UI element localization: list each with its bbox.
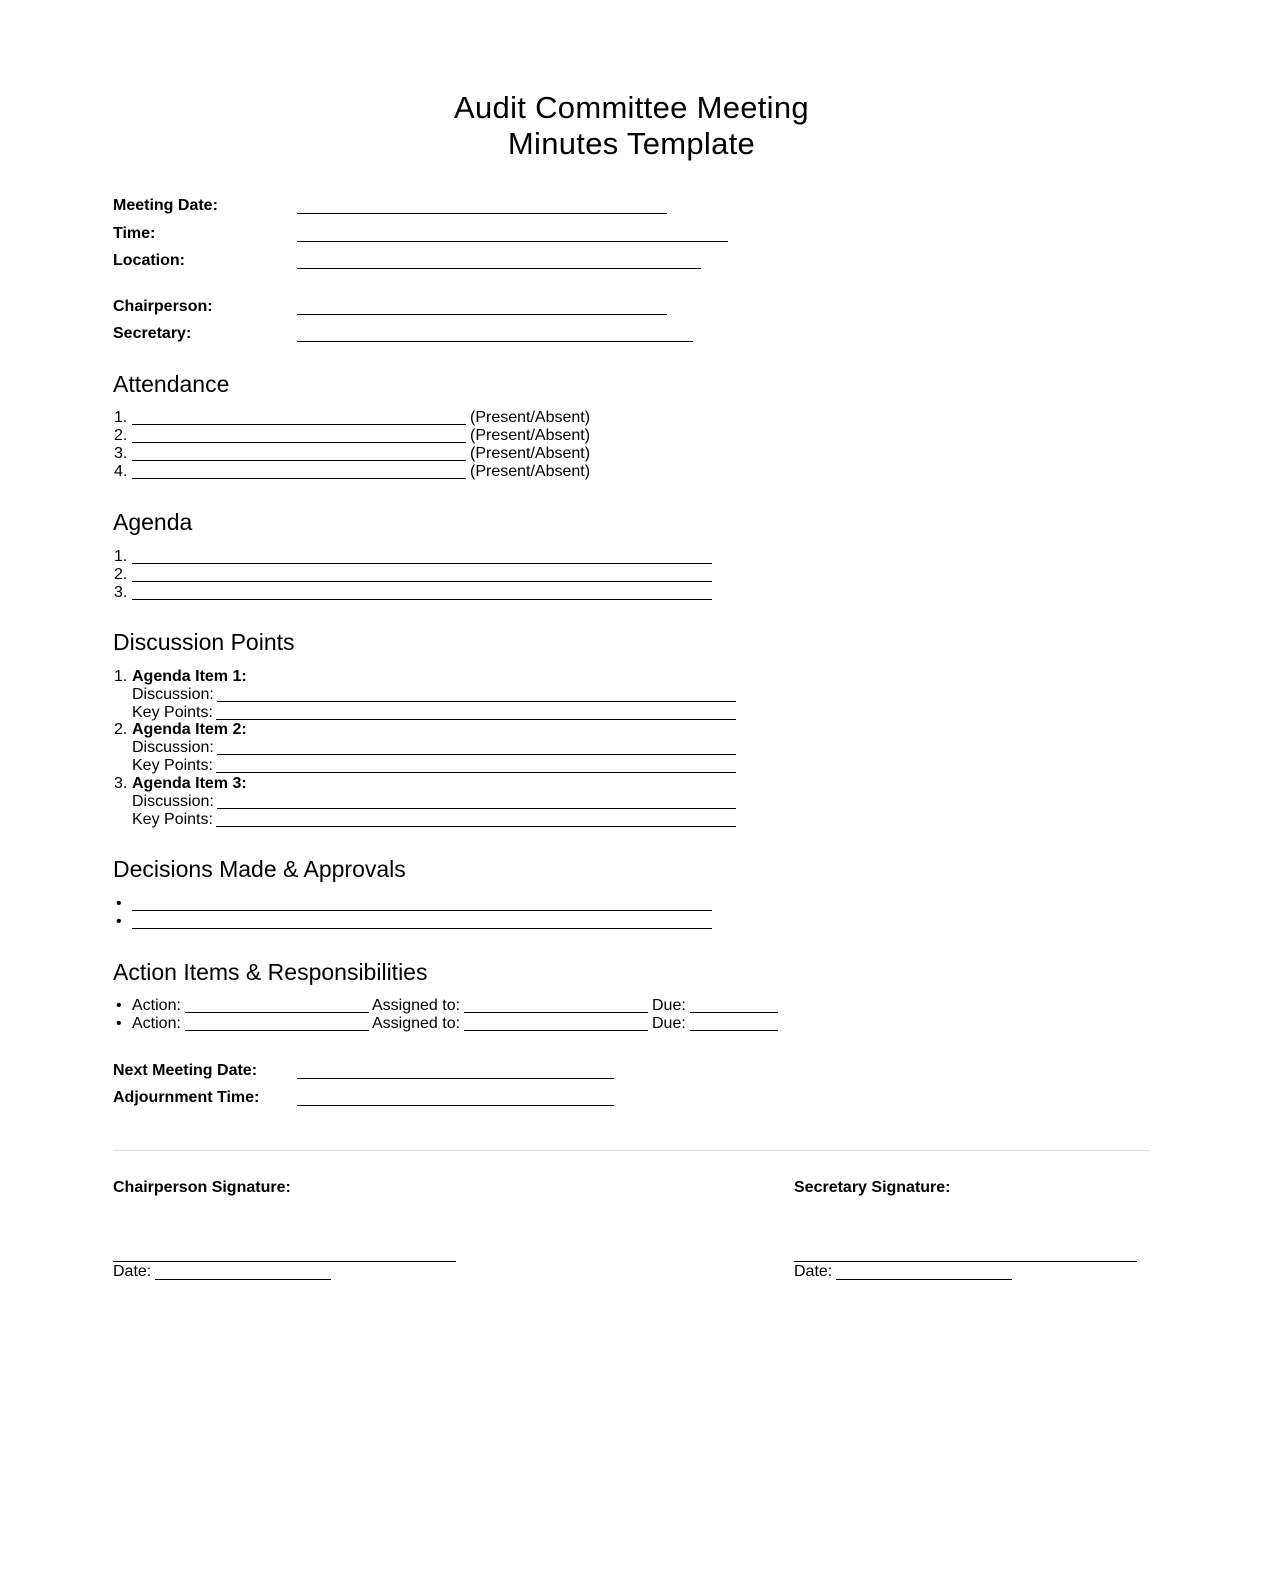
decision-item bbox=[113, 913, 733, 931]
attendance-item bbox=[113, 445, 613, 463]
secretary-field bbox=[113, 324, 713, 344]
attendance-number: 1. bbox=[114, 409, 128, 426]
action-blank[interactable] bbox=[185, 1030, 369, 1031]
secretary-signature-line[interactable] bbox=[794, 1261, 1137, 1262]
attendance-heading: Attendance bbox=[113, 371, 230, 397]
agenda-item bbox=[113, 584, 733, 602]
assigned-blank[interactable] bbox=[464, 1012, 648, 1013]
discussion-item-title bbox=[113, 775, 413, 793]
key-points-row bbox=[113, 757, 753, 775]
secretary-signature-label: Secretary Signature: bbox=[794, 1179, 951, 1196]
due-label: Due: bbox=[652, 997, 686, 1014]
decision-item bbox=[113, 895, 733, 913]
time-field bbox=[113, 224, 733, 244]
agenda-item bbox=[113, 566, 733, 584]
title-line-2: Minutes Template bbox=[507, 126, 756, 161]
chairperson-blank[interactable] bbox=[297, 314, 667, 315]
secretary-date-row bbox=[794, 1263, 1024, 1283]
attendee-name-blank[interactable] bbox=[132, 460, 466, 461]
attendance-status: (Present/Absent) bbox=[470, 463, 591, 480]
discussion-blank[interactable] bbox=[217, 754, 736, 755]
chairperson-label: Chairperson: bbox=[113, 298, 213, 315]
key-points-row bbox=[113, 704, 753, 722]
action-label: Action: bbox=[132, 1015, 181, 1032]
adjournment-blank[interactable] bbox=[297, 1105, 614, 1106]
time-blank[interactable] bbox=[297, 241, 728, 242]
key-points-blank[interactable] bbox=[216, 826, 736, 827]
attendance-number: 2. bbox=[114, 427, 128, 444]
document-title bbox=[113, 90, 1150, 162]
next-meeting-blank[interactable] bbox=[297, 1078, 614, 1079]
location-label: Location: bbox=[113, 252, 185, 269]
location-blank[interactable] bbox=[297, 268, 701, 269]
due-blank[interactable] bbox=[690, 1030, 778, 1031]
chair-date-blank[interactable] bbox=[155, 1279, 331, 1280]
secretary-blank[interactable] bbox=[297, 341, 693, 342]
attendance-status: (Present/Absent) bbox=[470, 445, 591, 462]
discussion-label: Discussion: bbox=[132, 793, 214, 810]
attendance-item bbox=[113, 409, 613, 427]
decision-blank[interactable] bbox=[132, 928, 712, 929]
decisions-heading: Decisions Made & Approvals bbox=[113, 856, 406, 882]
action-blank[interactable] bbox=[185, 1012, 369, 1013]
chairperson-field bbox=[113, 297, 673, 317]
discussion-blank[interactable] bbox=[217, 808, 736, 809]
discussion-row bbox=[113, 793, 753, 811]
bullet: • bbox=[116, 997, 122, 1014]
discussion-heading: Discussion Points bbox=[113, 629, 295, 655]
agenda-item-blank[interactable] bbox=[132, 563, 712, 564]
agenda-item-title: Agenda Item 3: bbox=[132, 775, 247, 792]
discussion-number: 3. bbox=[114, 775, 128, 792]
attendance-item bbox=[113, 463, 613, 481]
action-item bbox=[113, 1015, 793, 1033]
key-points-blank[interactable] bbox=[216, 772, 736, 773]
time-label: Time: bbox=[113, 225, 156, 242]
attendee-name-blank[interactable] bbox=[132, 442, 466, 443]
attendance-number: 3. bbox=[114, 445, 128, 462]
meeting-date-label: Meeting Date: bbox=[113, 197, 218, 214]
attendance-status: (Present/Absent) bbox=[470, 427, 591, 444]
assigned-label: Assigned to: bbox=[372, 997, 461, 1014]
key-points-blank[interactable] bbox=[216, 719, 736, 720]
discussion-row bbox=[113, 739, 753, 757]
discussion-item-title bbox=[113, 721, 413, 739]
next-meeting-field bbox=[113, 1061, 633, 1081]
discussion-label: Discussion: bbox=[132, 739, 214, 756]
agenda-item-blank[interactable] bbox=[132, 581, 712, 582]
agenda-heading: Agenda bbox=[113, 509, 193, 535]
decision-blank[interactable] bbox=[132, 910, 712, 911]
section-divider bbox=[113, 1150, 1150, 1151]
bullet: • bbox=[116, 895, 122, 912]
attendance-item bbox=[113, 427, 613, 445]
action-items-heading: Action Items & Responsibilities bbox=[113, 959, 428, 985]
key-points-row bbox=[113, 811, 753, 829]
next-meeting-label: Next Meeting Date: bbox=[113, 1062, 258, 1079]
adjournment-field bbox=[113, 1088, 633, 1108]
chair-date-row bbox=[113, 1263, 343, 1283]
agenda-number: 3. bbox=[114, 584, 128, 601]
key-points-label: Key Points: bbox=[132, 704, 213, 721]
discussion-label: Discussion: bbox=[132, 686, 214, 703]
attendance-status: (Present/Absent) bbox=[470, 409, 591, 426]
secretary-label: Secretary: bbox=[113, 325, 192, 342]
discussion-number: 2. bbox=[114, 721, 128, 738]
meeting-date-blank[interactable] bbox=[297, 213, 667, 214]
due-blank[interactable] bbox=[690, 1012, 778, 1013]
chair-signature-line[interactable] bbox=[113, 1261, 456, 1262]
discussion-blank[interactable] bbox=[217, 701, 736, 702]
secretary-date-label: Date: bbox=[794, 1263, 833, 1280]
agenda-item bbox=[113, 548, 733, 566]
chair-signature-label: Chairperson Signature: bbox=[113, 1179, 291, 1196]
agenda-item-title: Agenda Item 1: bbox=[132, 668, 247, 685]
discussion-row bbox=[113, 686, 753, 704]
agenda-number: 2. bbox=[114, 566, 128, 583]
location-field bbox=[113, 251, 713, 271]
assigned-blank[interactable] bbox=[464, 1030, 648, 1031]
key-points-label: Key Points: bbox=[132, 811, 213, 828]
title-line-1: Audit Committee Meeting bbox=[454, 90, 809, 125]
agenda-item-blank[interactable] bbox=[132, 599, 712, 600]
assigned-label: Assigned to: bbox=[372, 1015, 461, 1032]
agenda-number: 1. bbox=[114, 548, 128, 565]
bullet: • bbox=[116, 1015, 122, 1032]
adjournment-label: Adjournment Time: bbox=[113, 1089, 260, 1106]
agenda-item-title: Agenda Item 2: bbox=[132, 721, 247, 738]
secretary-date-blank[interactable] bbox=[836, 1279, 1012, 1280]
meeting-date-field bbox=[113, 196, 673, 216]
discussion-item-title bbox=[113, 668, 413, 686]
due-label: Due: bbox=[652, 1015, 686, 1032]
key-points-label: Key Points: bbox=[132, 757, 213, 774]
action-item bbox=[113, 997, 793, 1015]
bullet: • bbox=[116, 913, 122, 930]
chair-date-label: Date: bbox=[113, 1263, 152, 1280]
discussion-number: 1. bbox=[114, 668, 128, 685]
attendee-name-blank[interactable] bbox=[132, 424, 466, 425]
attendee-name-blank[interactable] bbox=[132, 478, 466, 479]
attendance-number: 4. bbox=[114, 463, 128, 480]
action-label: Action: bbox=[132, 997, 181, 1014]
